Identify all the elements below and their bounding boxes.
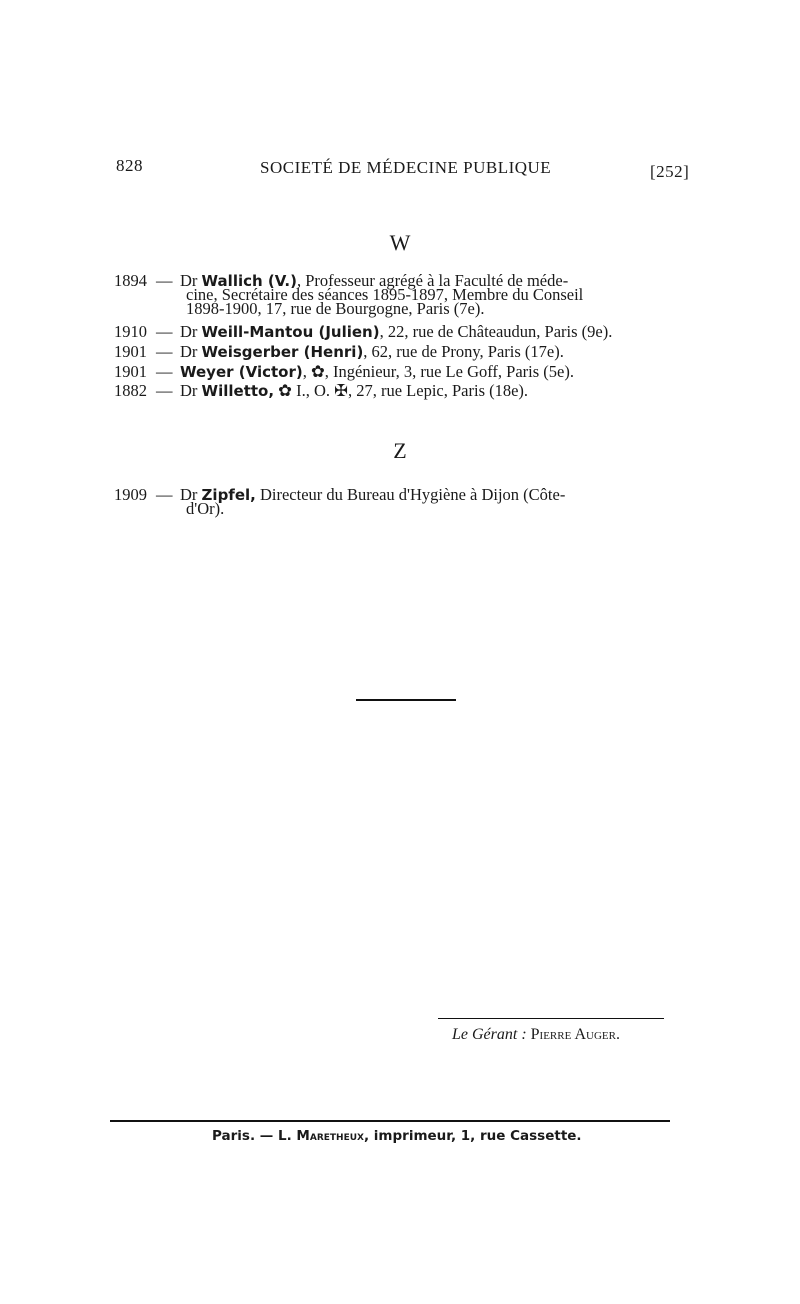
imprint-text-a: Paris. — L. [212,1128,297,1144]
entry-dash: — [156,381,173,400]
entry-text: , ✿, Ingénieur, 3, rue Le Goff, Paris (5e). [302,362,574,381]
imprint-printer: Maretheux [296,1128,364,1144]
entry-dash: — [156,485,173,504]
manager-signature [452,1026,620,1044]
entry-body [180,362,694,381]
entry-text-line3: 1898-1900, 17, rue de Bourgogne, Paris (7e). [186,299,485,318]
entry-name: Wallich (V.) [201,272,297,290]
entry-prefix: Dr [180,381,198,400]
entry-year: 1910 [114,322,147,341]
printer-imprint [212,1128,582,1144]
entry-body [180,322,694,341]
entry-text: , 22, rue de Châteaudun, Paris (9e). [379,322,613,341]
entry-text: ✿ I., O. ✠, 27, rue Lepic, Paris (18e). [274,381,529,400]
entry-name: Weill-Mantou (Julien) [201,323,380,341]
entry-text-line2: cine, Secrétaire des séances 1895-1897, Membre du Conseil [186,285,584,304]
entry-prefix: Dr [180,322,198,341]
entry-text-line2: d'Or). [186,499,225,518]
entry-body [180,342,694,361]
footer-rule [110,1120,670,1122]
entry-body [180,485,694,518]
section-letter-w: W [389,230,411,255]
section-divider [356,699,456,701]
entry-prefix: Dr [180,271,198,290]
entry-dash: — [156,322,173,341]
entry-name: Weyer (Victor) [180,363,303,381]
entry-body [180,271,694,318]
signature-rule [438,1018,664,1019]
entry-dash: — [156,271,173,290]
entry-name: Zipfel, [201,486,256,504]
entry-text: , 62, rue de Prony, Paris (17e). [363,342,564,361]
entry-prefix: Dr [180,485,198,504]
entry-year: 1882 [114,381,147,400]
entry-year: 1894 [114,271,147,290]
manager-name: Pierre Auger. [530,1026,620,1043]
running-title: SOCIETÉ DE MÉDECINE PUBLIQUE [260,158,552,177]
page-bracket: [252] [650,162,690,181]
entry-year: 1909 [114,485,147,504]
entry-dash: — [156,362,173,381]
entry-text-line1: Directeur du Bureau d'Hygiène à Dijon (Côte- [255,485,566,504]
entry-dash: — [156,342,173,361]
entry-body [180,381,694,400]
entry-text-line1: , Professeur agrégé à la Faculté de méde- [296,271,569,290]
manager-label: Le Gérant : [452,1026,527,1043]
entry-name: Willetto, [201,382,275,400]
section-letter-z: Z [393,438,407,463]
imprint-text-b: , imprimeur, 1, rue Cassette. [363,1128,582,1144]
entry-prefix: Dr [180,342,198,361]
entry-name: Weisgerber (Henri) [201,343,364,361]
entry-year: 1901 [114,362,147,381]
entry-year: 1901 [114,342,147,361]
page-number: 828 [116,156,143,175]
